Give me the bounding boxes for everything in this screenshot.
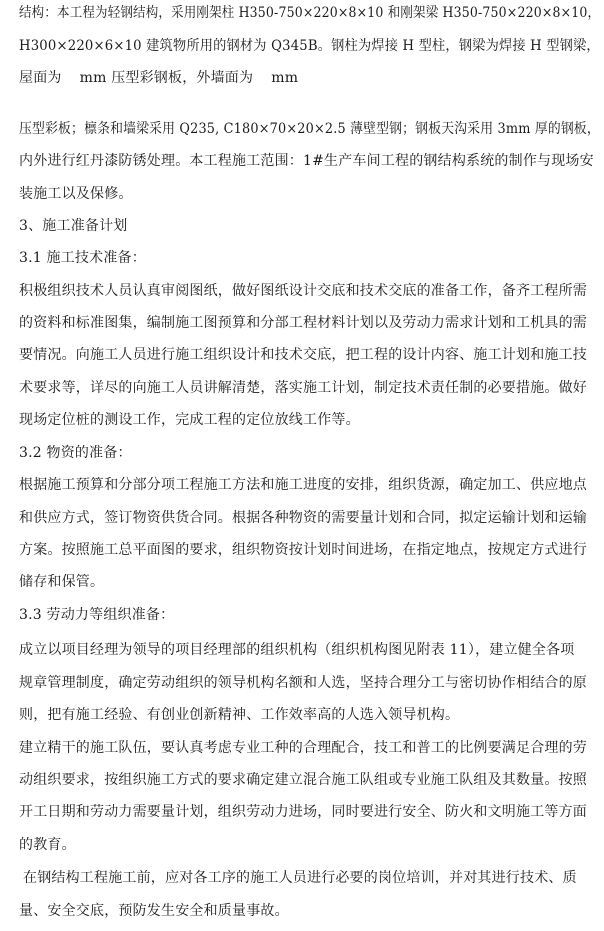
roof-panel-text: mm 压型彩钢板，外墙面为 (79, 70, 254, 86)
subsection-heading: 3.3 劳动力等组织准备： (19, 607, 175, 623)
paragraph-line: 则，把有施工经验、有创业创新精神、工作效率高的人选入领导机构。 (19, 707, 460, 723)
roof-label: 屋面为 (19, 70, 62, 86)
structure-text-line (19, 68, 298, 88)
structure-text-line: 结构：本工程为轻钢结构，采用刚架柱 H350-750×220×8×10 和刚架梁 H350-750×220×8×10， (19, 5, 601, 21)
paragraph-line: 术要求等，详尽的向施工人员讲解清楚，落实施工计划，制定技术责任制的必要措施。做好 (19, 380, 587, 396)
materials-text-line: 压型彩板；檩条和墙梁采用 Q235, C180×70×20×2.5 薄壁型钢；钢板天沟采用 3mm 厚的钢板， (19, 121, 600, 137)
subsection-heading: 3.2 物资的准备： (19, 445, 132, 461)
paragraph-line: 建立精干的施工队伍，要认真考虑专业工种的合理配合，技工和普工的比例要满足合理的劳 (19, 740, 587, 756)
paragraph-line: 在钢结构工程施工前，应对各工序的施工人员进行必要的岗位培训，并对其进行技术、质 (23, 870, 577, 886)
materials-text-line: 内外进行红丹漆防锈处理。本工程施工范围：1#生产车间工程的钢结构系统的制作与现场安 (19, 153, 594, 169)
wall-unit-text: mm (271, 70, 299, 86)
paragraph-line: 量、安全交底，预防发生安全和质量事故。 (19, 903, 289, 919)
paragraph-line: 规章管理制度，确定劳动组织的领导机构名额和人选，坚持合理分工与密切协作相结合的原 (19, 675, 587, 691)
paragraph-line: 动组织要求，按组织施工方式的要求确定建立混合施工队组或专业施工队组及其数量。按照 (19, 772, 587, 788)
paragraph-line: 储存和保管。 (19, 574, 105, 590)
paragraph-line: 的资料和标准图集，编制施工图预算和分部工程材料计划以及劳动力需求计划和工机具的需 (19, 315, 587, 331)
structure-text-line: H300×220×6×10 建筑物所用的钢材为 Q345B。钢柱为焊接 H 型柱，钢梁为焊接 H 型钢梁， (19, 38, 600, 54)
subsection-heading: 3.1 施工技术准备： (19, 250, 146, 266)
section-heading: 3、施工准备计划 (19, 218, 128, 234)
paragraph-line: 的教育。 (19, 837, 76, 853)
paragraph-line: 现场定位桩的测设工作，完成工程的定位放线工作等。 (19, 412, 360, 428)
paragraph-line: 开工日期和劳动力需要量计划，组织劳动力进场，同时要进行安全、防火和文明施工等方面 (19, 804, 587, 820)
paragraph-line: 根据施工预算和分部分项工程施工方法和施工进度的安排，组织货源，确定加工、供应地点 (19, 477, 587, 493)
paragraph-line: 和供应方式，签订物资供货合同。根据各种物资的需要量计划和合同，拟定运输计划和运输 (19, 510, 587, 526)
paragraph-line: 积极组织技术人员认真审阅图纸，做好图纸设计交底和技术交底的准备工作，备齐工程所需 (19, 283, 587, 299)
paragraph-line: 方案。按照施工总平面图的要求，组织物资按计划时间进场，在指定地点，按规定方式进行 (19, 542, 587, 558)
materials-text-line: 装施工以及保修。 (19, 186, 133, 202)
paragraph-line: 要情况。向施工人员进行施工组织设计和技术交底，把工程的设计内容、施工计划和施工技 (19, 347, 587, 363)
paragraph-line: 成立以项目经理为领导的项目经理部的组织机构（组织机构图见附表 11），建立健全各项 (19, 642, 575, 658)
